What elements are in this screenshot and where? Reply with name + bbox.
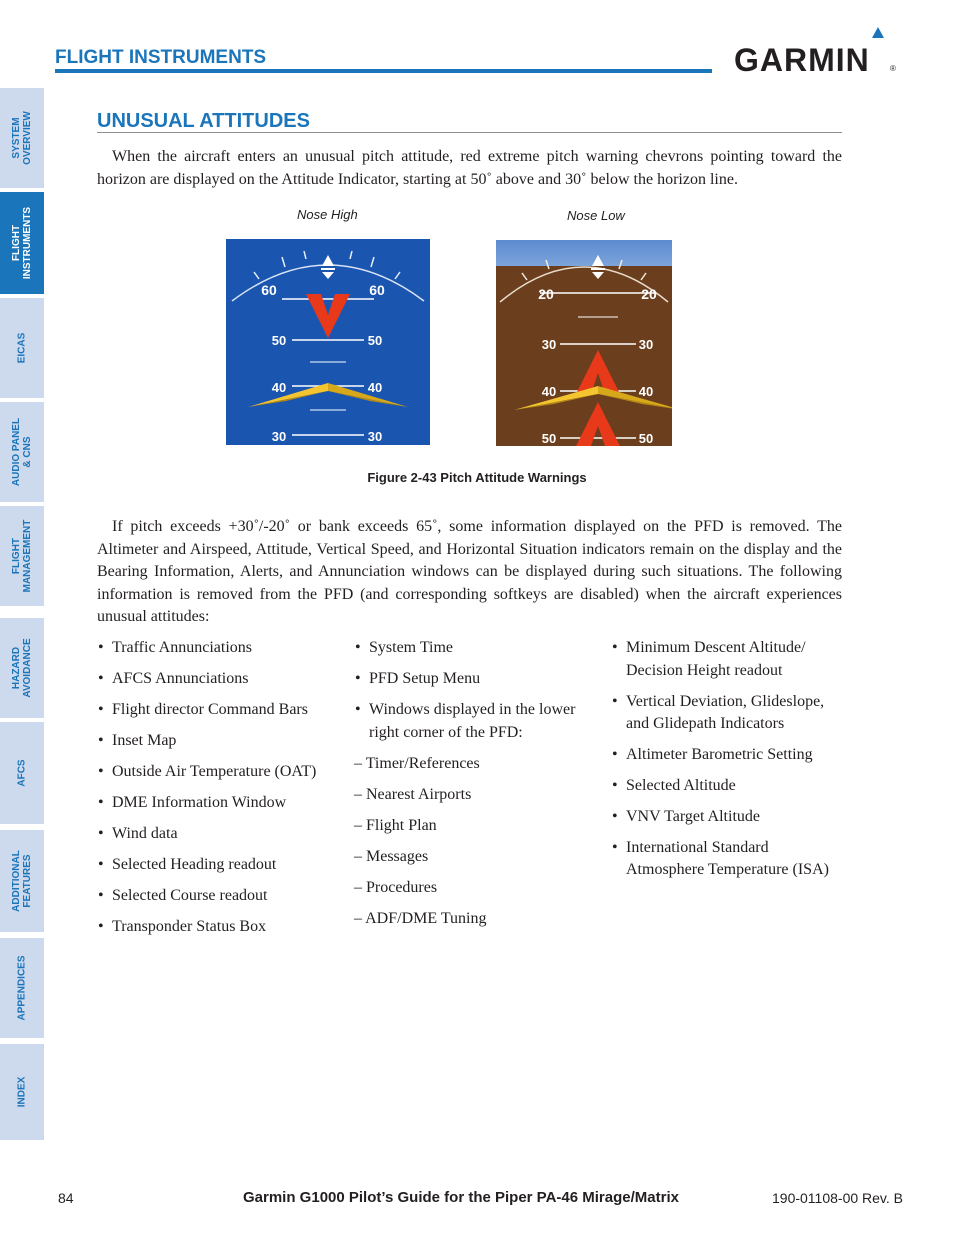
list-subitem: – Flight Plan xyxy=(354,816,437,834)
list-item: • Outside Air Temperature (OAT) xyxy=(97,761,347,784)
pitch-label-30-right: 30 xyxy=(638,337,654,352)
list-item: • Windows displayed in the lower right corner of the PFD: xyxy=(354,699,594,744)
tab-label: APPENDICES xyxy=(16,955,28,1021)
svg-text:®: ® xyxy=(890,64,896,73)
list-item: • Wind data xyxy=(97,823,347,846)
tab-appendices[interactable] xyxy=(0,938,44,1038)
list-item: • AFCS Annunciations xyxy=(97,668,347,691)
pitch-label-50-left: 50 xyxy=(541,431,557,446)
logo-triangle-icon xyxy=(872,27,884,38)
list-item: • VNV Target Altitude xyxy=(611,806,846,829)
pitch-label-30-left: 30 xyxy=(271,429,287,444)
pitch-label-40-right: 40 xyxy=(367,380,383,395)
list-item: • Selected Altitude xyxy=(611,775,846,798)
pitch-label-30-left: 30 xyxy=(541,337,557,352)
tab-flight-management[interactable] xyxy=(0,506,44,606)
tab-audio-panel-cns[interactable] xyxy=(0,402,44,502)
page-title: UNUSUAL ATTITUDES xyxy=(97,110,310,132)
figure-label-text: Figure 2-43 Pitch Attitude Warnings xyxy=(367,470,587,485)
pitch-label-40-left: 40 xyxy=(541,384,557,399)
title-rule xyxy=(97,132,842,133)
tab-flight-instruments[interactable] xyxy=(0,192,44,294)
list-item: • System Time xyxy=(354,637,594,660)
removed-items-list-1 xyxy=(97,637,347,939)
logo-wordmark: GARMIN xyxy=(734,42,870,76)
footer-title: Garmin G1000 Pilot’s Guide for the Piper PA-46 Mirage/Matrix xyxy=(243,1189,679,1206)
removed-items-list-3 xyxy=(611,637,846,882)
list-item: • Inset Map xyxy=(97,730,347,753)
pitch-label-50-left: 50 xyxy=(271,333,287,348)
nose-high-caption: Nose High xyxy=(297,207,358,222)
list-item: • Minimum Descent Altitude/ Decision Height readout xyxy=(611,637,846,682)
list-item: • PFD Setup Menu xyxy=(354,668,594,691)
removed-items-list-2 xyxy=(354,637,594,930)
list-subitem: – ADF/DME Tuning xyxy=(354,909,487,927)
pitch-label-40-left: 40 xyxy=(271,380,287,395)
list-item: • Altimeter Barometric Setting xyxy=(611,744,846,767)
tab-label: AUDIO PANEL & CNS xyxy=(11,417,33,487)
list-item: • Transponder Status Box xyxy=(97,916,347,939)
nose-high-attitude-indicator xyxy=(226,239,430,445)
list-item: • Flight director Command Bars xyxy=(97,699,347,722)
list-item: • Vertical Deviation, Glideslope, and Glidepath Indicators xyxy=(611,691,846,736)
section-header: FLIGHT INSTRUMENTS xyxy=(55,47,267,68)
intro-paragraph: When the aircraft enters an unusual pitch attitude, red extreme pitch warning chevrons pointing toward the horizon are displayed on the Attitude Indicator, starting at 50˚ above and 30˚ below the horizon line. xyxy=(97,148,842,188)
pitch-label-30-right: 30 xyxy=(367,429,383,444)
document-number: 190-01108-00 Rev. B xyxy=(772,1190,904,1206)
tab-additional-features[interactable] xyxy=(0,830,44,932)
tab-label: FLIGHT INSTRUMENTS xyxy=(11,206,33,280)
list-item: • Selected Heading readout xyxy=(97,854,347,877)
chapter-tab-bar xyxy=(0,0,45,1235)
garmin-logo xyxy=(734,26,898,76)
tab-label: FLIGHT MANAGEMENT xyxy=(11,519,33,593)
list-item: • DME Information Window xyxy=(97,792,347,815)
nose-low-caption: Nose Low xyxy=(567,208,625,223)
header-rule xyxy=(55,69,712,73)
tab-label: EICAS xyxy=(16,332,28,364)
list-item: • Selected Course readout xyxy=(97,885,347,908)
tab-afcs[interactable] xyxy=(0,722,44,824)
tab-label: AFCS xyxy=(16,759,28,787)
pitch-label-50-right: 50 xyxy=(367,333,383,348)
pitch-label-20-right: 20 xyxy=(641,286,657,302)
tab-index[interactable] xyxy=(0,1044,44,1140)
pitch-label-60-left: 60 xyxy=(261,282,277,298)
pitch-label-60-right: 60 xyxy=(369,282,385,298)
list-item: • International Standard Atmosphere Temperature (ISA) xyxy=(611,837,846,882)
tab-label: ADDITIONAL FEATURES xyxy=(11,850,33,912)
pitch-label-20-left: 20 xyxy=(538,286,554,302)
tab-label: SYSTEM OVERVIEW xyxy=(11,111,33,165)
pitch-label-50-right: 50 xyxy=(638,431,654,446)
tab-label: INDEX xyxy=(16,1076,28,1108)
page-number: 84 xyxy=(58,1190,74,1206)
tab-hazard-avoidance[interactable] xyxy=(0,618,44,718)
list-subitem: – Nearest Airports xyxy=(354,785,472,803)
nose-low-attitude-indicator xyxy=(496,240,672,446)
pitch-label-40-right: 40 xyxy=(638,384,654,399)
list-subitem: – Procedures xyxy=(354,878,438,896)
list-subitem: – Timer/References xyxy=(354,754,480,772)
removed-info-paragraph: If pitch exceeds +30˚/-20˚ or bank exceeds 65˚, some information displayed on the PFD is removed. The Altimeter and Airspeed, Attitude, Vertical Speed, and Horizontal Situation indicators remain on the display and the Bearing Information, Alerts, and Annunciation windows can be displayed during such situations. The following information is removed from the PFD (and corresponding softkeys are disabled) when the aircraft experiences unusual attitudes: xyxy=(97,518,842,625)
list-subitem: – Messages xyxy=(354,847,429,865)
tab-system-overview[interactable] xyxy=(0,88,44,188)
figure-label xyxy=(0,470,954,485)
tab-eicas[interactable] xyxy=(0,298,44,398)
list-item: • Traffic Annunciations xyxy=(97,637,347,660)
tab-label: HAZARD AVOIDANCE xyxy=(11,638,33,698)
